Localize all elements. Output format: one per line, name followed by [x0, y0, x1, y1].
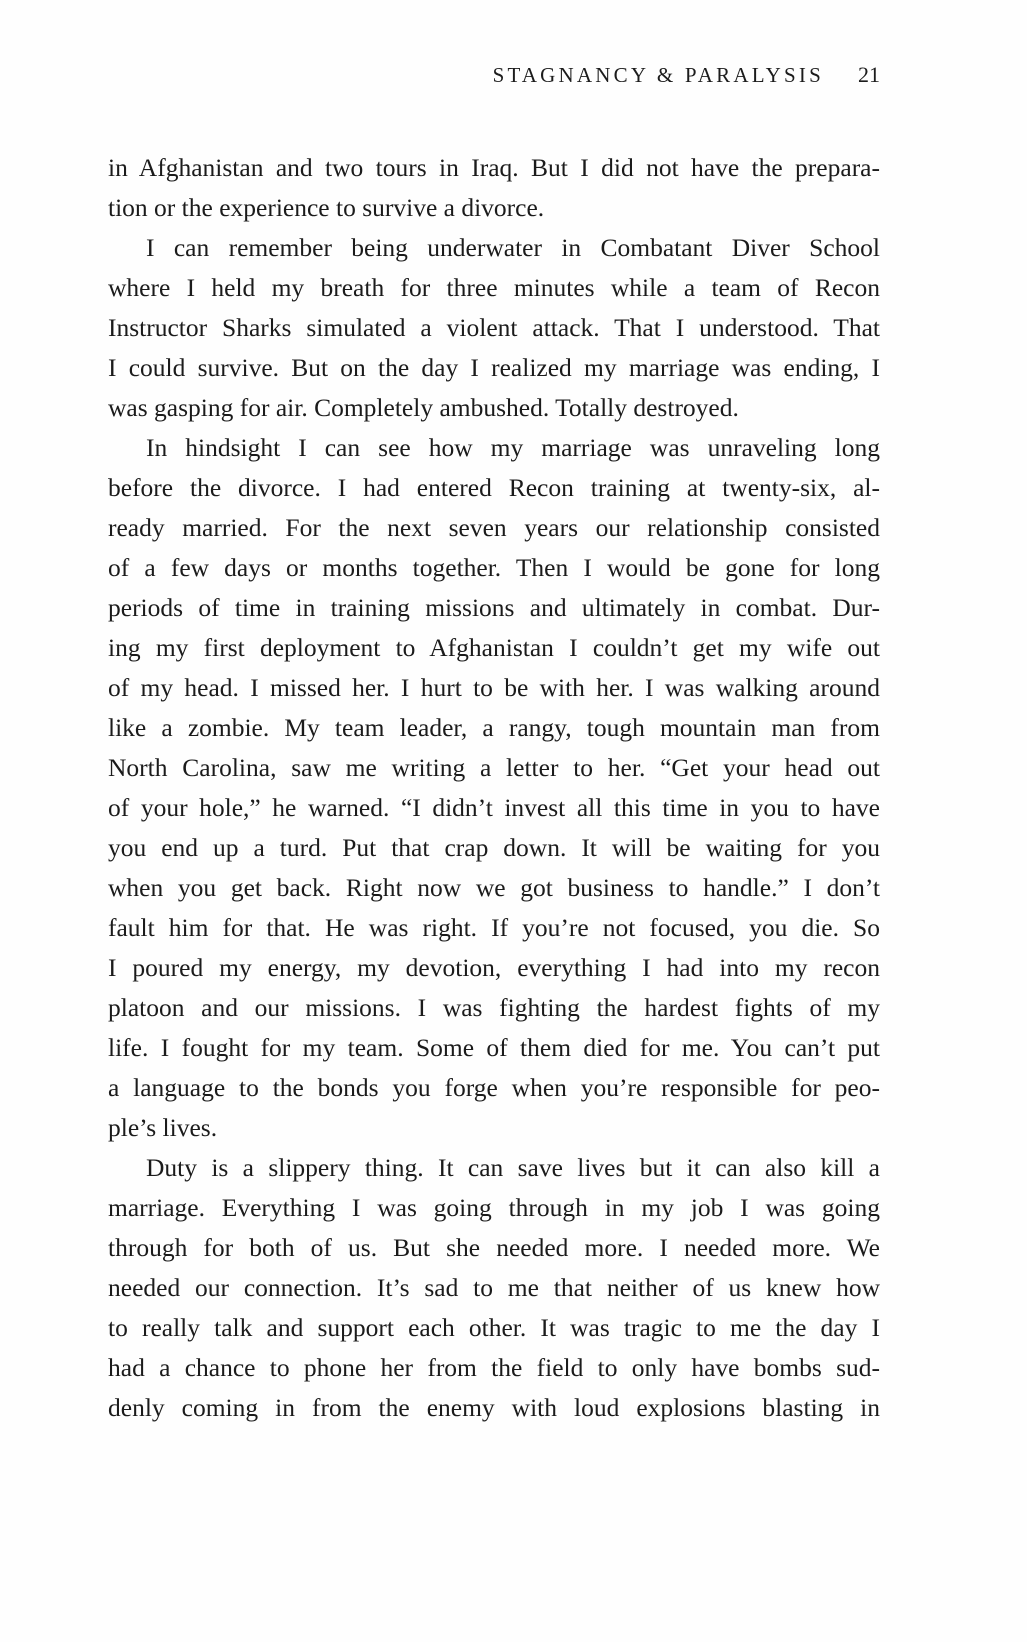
- text-line: you end up a turd. Put that crap down. It will be waiting for you: [108, 833, 880, 862]
- text-line: I poured my energy, my devotion, everything I had into my recon: [108, 953, 880, 982]
- text-line: where I held my breath for three minutes while a team of Recon: [108, 273, 880, 302]
- text-line: through for both of us. But she needed more. I needed more. We: [108, 1233, 880, 1262]
- text-line: of your hole,” he warned. “I didn’t invest all this time in you to have: [108, 793, 880, 822]
- running-head: [108, 62, 880, 92]
- text-line: ing my first deployment to Afghanistan I couldn’t get my wife out: [108, 633, 880, 662]
- text-line: denly coming in from the enemy with loud explosions blasting in: [108, 1393, 880, 1422]
- text-line: Duty is a slippery thing. It can save lives but it can also kill a: [146, 1153, 880, 1182]
- text-line: periods of time in training missions and ultimately in combat. Dur-: [108, 593, 880, 622]
- text-line: a language to the bonds you forge when you’re responsible for peo-: [108, 1073, 880, 1102]
- text-line: life. I fought for my team. Some of them died for me. You can’t put: [108, 1033, 880, 1062]
- text-line: to really talk and support each other. It was tragic to me the day I: [108, 1313, 880, 1342]
- text-line: marriage. Everything I was going through in my job I was going: [108, 1193, 880, 1222]
- text-line: of a few days or months together. Then I would be gone for long: [108, 553, 880, 582]
- text-line: Instructor Sharks simulated a violent attack. That I understood. That: [108, 313, 880, 342]
- running-title: STAGNANCY & PARALYSIS: [492, 63, 824, 87]
- text-line: when you get back. Right now we got business to handle.” I don’t: [108, 873, 880, 902]
- body-text: [108, 148, 880, 1428]
- text-line: before the divorce. I had entered Recon training at twenty-six, al-: [108, 473, 880, 502]
- text-line: of my head. I missed her. I hurt to be with her. I was walking around: [108, 673, 880, 702]
- text-line: in Afghanistan and two tours in Iraq. But I did not have the prepara-: [108, 153, 880, 182]
- text-line: was gasping for air. Completely ambushed. Totally destroyed.: [108, 393, 739, 422]
- text-line: tion or the experience to survive a divorce.: [108, 193, 545, 222]
- text-line: ple’s lives.: [108, 1113, 218, 1142]
- page-number: 21: [858, 62, 880, 87]
- text-line: like a zombie. My team leader, a rangy, tough mountain man from: [108, 713, 880, 742]
- text-line: had a chance to phone her from the field to only have bombs sud-: [108, 1353, 880, 1382]
- text-line: platoon and our missions. I was fighting the hardest fights of my: [108, 993, 880, 1022]
- text-line: ready married. For the next seven years our relationship consisted: [108, 513, 880, 542]
- text-line: I could survive. But on the day I realized my marriage was ending, I: [108, 353, 880, 382]
- text-line: I can remember being underwater in Combatant Diver School: [146, 233, 880, 262]
- text-line: needed our connection. It’s sad to me that neither of us knew how: [108, 1273, 880, 1302]
- text-line: North Carolina, saw me writing a letter to her. “Get your head out: [108, 753, 880, 782]
- text-line: In hindsight I can see how my marriage was unraveling long: [146, 433, 880, 462]
- text-line: fault him for that. He was right. If you’re not focused, you die. So: [108, 913, 880, 942]
